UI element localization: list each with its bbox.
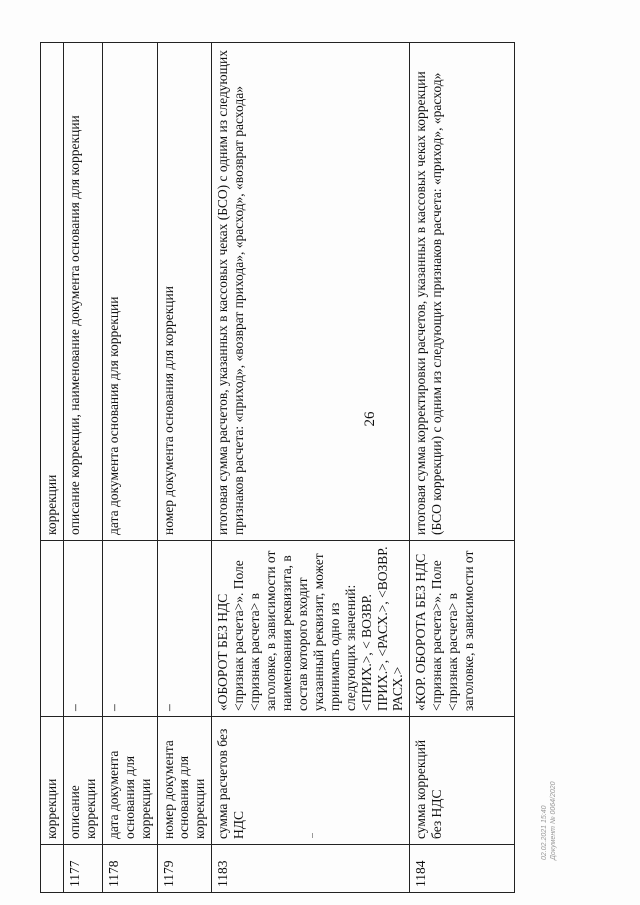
cell-description: коррекции: [41, 43, 64, 541]
scan-stamp: [540, 640, 558, 860]
margin-mark: [312, 833, 313, 838]
table-row: [212, 43, 410, 893]
table-row: [102, 43, 157, 893]
cell-name: описание коррекции: [63, 717, 102, 845]
cell-description: описание коррекции, наименование документа основания для коррекции: [63, 43, 102, 541]
cell-name: дата документа основания для коррекции: [102, 717, 157, 845]
cell-format: «КОР. ОБОРОТА БЕЗ НДС <признак расчета>». Поле <признак расчета> в заголовке, в зависимости от: [410, 541, 515, 717]
cell-code: 1183: [212, 845, 410, 893]
cell-description: итоговая сумма расчетов, указанных в кассовых чеках (БСО) с одним из следующих признаков расчета: «приход», «возврат прихода», «расход», «возврат расхода»: [212, 43, 410, 541]
cell-description: дата документа основания для коррекции: [102, 43, 157, 541]
requisites-table: [40, 42, 515, 893]
cell-code: 1179: [157, 845, 212, 893]
cell-code: 1177: [63, 845, 102, 893]
cell-name: коррекции: [41, 717, 64, 845]
cell-code: [41, 845, 64, 893]
cell-format: –: [102, 541, 157, 717]
cell-name: сумма расчетов без НДС: [212, 717, 410, 845]
cell-description: итоговая сумма корректировки расчетов, указанных в кассовых чеках коррекции (БСО коррекции) с одним из следующих признаков расчета: «приход», «расход»: [410, 43, 515, 541]
page-number: 26: [362, 411, 378, 427]
cell-format: «ОБОРОТ БЕЗ НДС <признак расчета>». Поле <признак расчета> в заголовке, в зависимости от наименования реквизита, в состав которого входит указанный реквизит, может принимать одно из следующих значений: <ПРИХ.>, < ВОЗВР. ПРИХ.>, <РАСХ.>, <ВОЗВР. РАСХ.>: [212, 541, 410, 717]
table-row: [410, 43, 515, 893]
stamp-line: 02.02.2021 15:40: [541, 805, 548, 860]
cell-code: 1184: [410, 845, 515, 893]
stamp-line: Документ № 0064/2020: [550, 781, 557, 860]
cell-format: [41, 541, 64, 717]
cell-format: –: [157, 541, 212, 717]
cell-format: –: [63, 541, 102, 717]
cell-code: 1178: [102, 845, 157, 893]
cell-description: номер документа основания для коррекции: [157, 43, 212, 541]
table-row: [63, 43, 102, 893]
table-row: [41, 43, 64, 893]
rotated-content: [40, 43, 570, 893]
cell-name: сумма коррекций без НДС: [410, 717, 515, 845]
table-row: [157, 43, 212, 893]
cell-name: номер документа основания для коррекции: [157, 717, 212, 845]
